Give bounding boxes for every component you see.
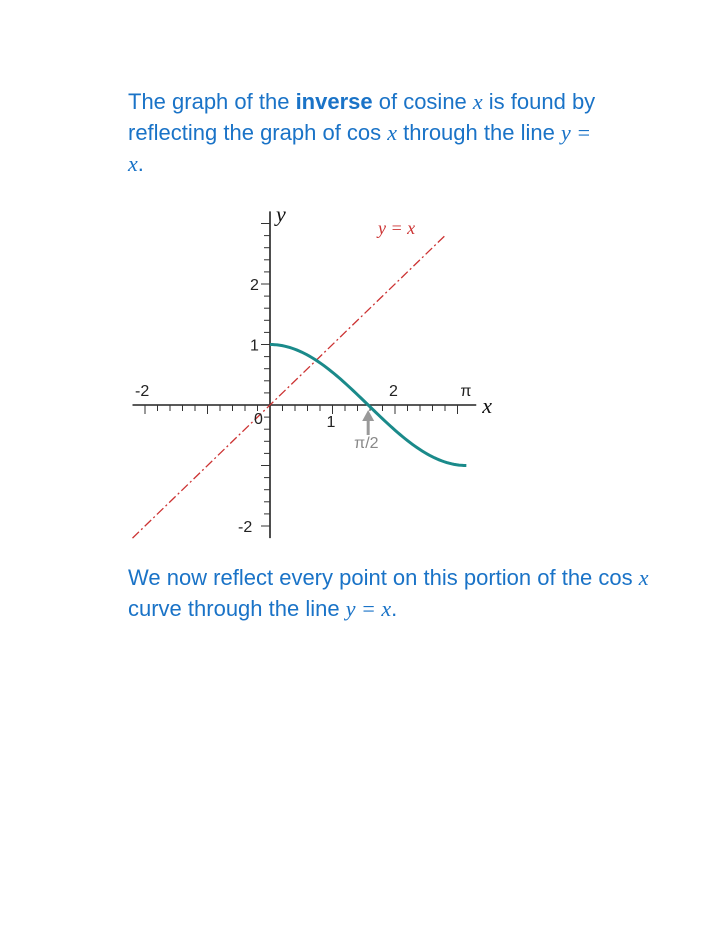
y-tick-label: -2 (238, 519, 253, 536)
curves (133, 236, 467, 538)
math-x-2: x (387, 120, 398, 145)
y-tick-label: 1 (250, 337, 259, 355)
x-tick-label: 2 (389, 383, 398, 400)
identity-line (133, 236, 446, 538)
x-tick-label: π (460, 383, 472, 400)
identity-line-label: y = x (378, 218, 416, 238)
x-tick-label: 0 (254, 411, 263, 428)
outro-text-2: curve through the line (128, 596, 346, 621)
y-tick-label: 2 (250, 277, 259, 294)
x-tick-label: 1 (326, 414, 336, 431)
labels (135, 201, 492, 536)
intro-text-4: through the line (397, 120, 561, 145)
x-tick-label: -2 (135, 383, 150, 400)
outro-paragraph (128, 562, 688, 624)
math-x-1: x (472, 89, 483, 114)
y-axis-label: y (276, 201, 286, 227)
math-y-eq-x: y = x (128, 120, 592, 176)
math-x-3: x (638, 565, 649, 590)
math-y-eq-x-2: y = x (345, 596, 392, 621)
intro-text-2: of cosine (372, 89, 473, 114)
x-axis-label: x (482, 393, 493, 418)
intro-text-3: is found by reflecting the graph of cos (128, 89, 596, 145)
outro-text-3: . (391, 596, 398, 621)
intro-text-1: The graph of the (128, 89, 296, 114)
axes (133, 211, 477, 538)
annotation-label: π/2 (354, 435, 379, 452)
inverse-emphasis: inverse (295, 89, 373, 114)
intro-text-5: . (137, 151, 144, 176)
outro-text-1: We now reflect every point on this portion of the cos (128, 565, 639, 590)
annotation-arrow-head (362, 410, 374, 421)
